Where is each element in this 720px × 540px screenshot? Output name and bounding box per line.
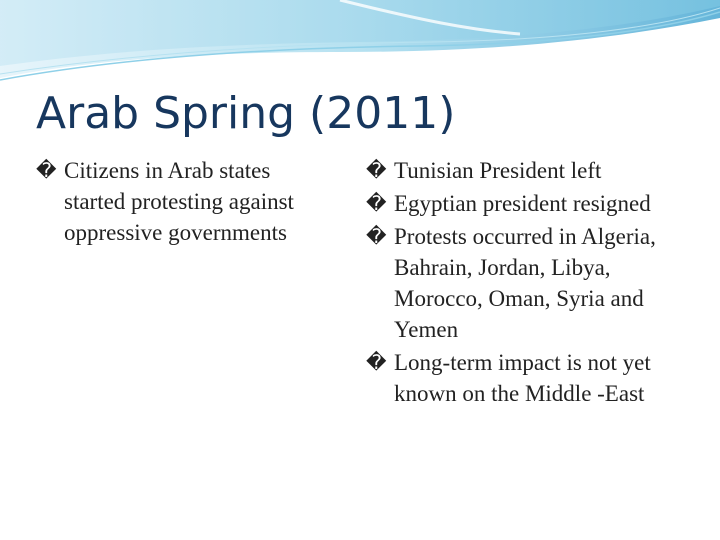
slide-title: Arab Spring (2011) [36, 88, 456, 139]
bullet-icon: � [366, 158, 387, 182]
bullet-icon: � [36, 158, 57, 182]
bullet-text: Long-term impact is not yet known on the Middle -East [394, 350, 651, 406]
header-swoosh-decoration [0, 0, 720, 90]
bullet-item [366, 221, 696, 345]
bullet-icon: � [366, 191, 387, 215]
bullet-item [366, 347, 696, 409]
bullet-item [366, 188, 696, 219]
bullet-text: Protests occurred in Algeria, Bahrain, Jordan, Libya, Morocco, Oman, Syria and Yemen [394, 224, 656, 342]
right-column [366, 155, 696, 411]
bullet-icon: � [366, 224, 387, 248]
bullet-text: Tunisian President left [394, 158, 602, 183]
left-column [36, 155, 336, 250]
bullet-text: Citizens in Arab states started protesting against oppressive governments [64, 158, 294, 245]
bullet-icon: � [366, 350, 387, 374]
bullet-item [36, 155, 336, 248]
bullet-text: Egyptian president resigned [394, 191, 651, 216]
bullet-item [366, 155, 696, 186]
